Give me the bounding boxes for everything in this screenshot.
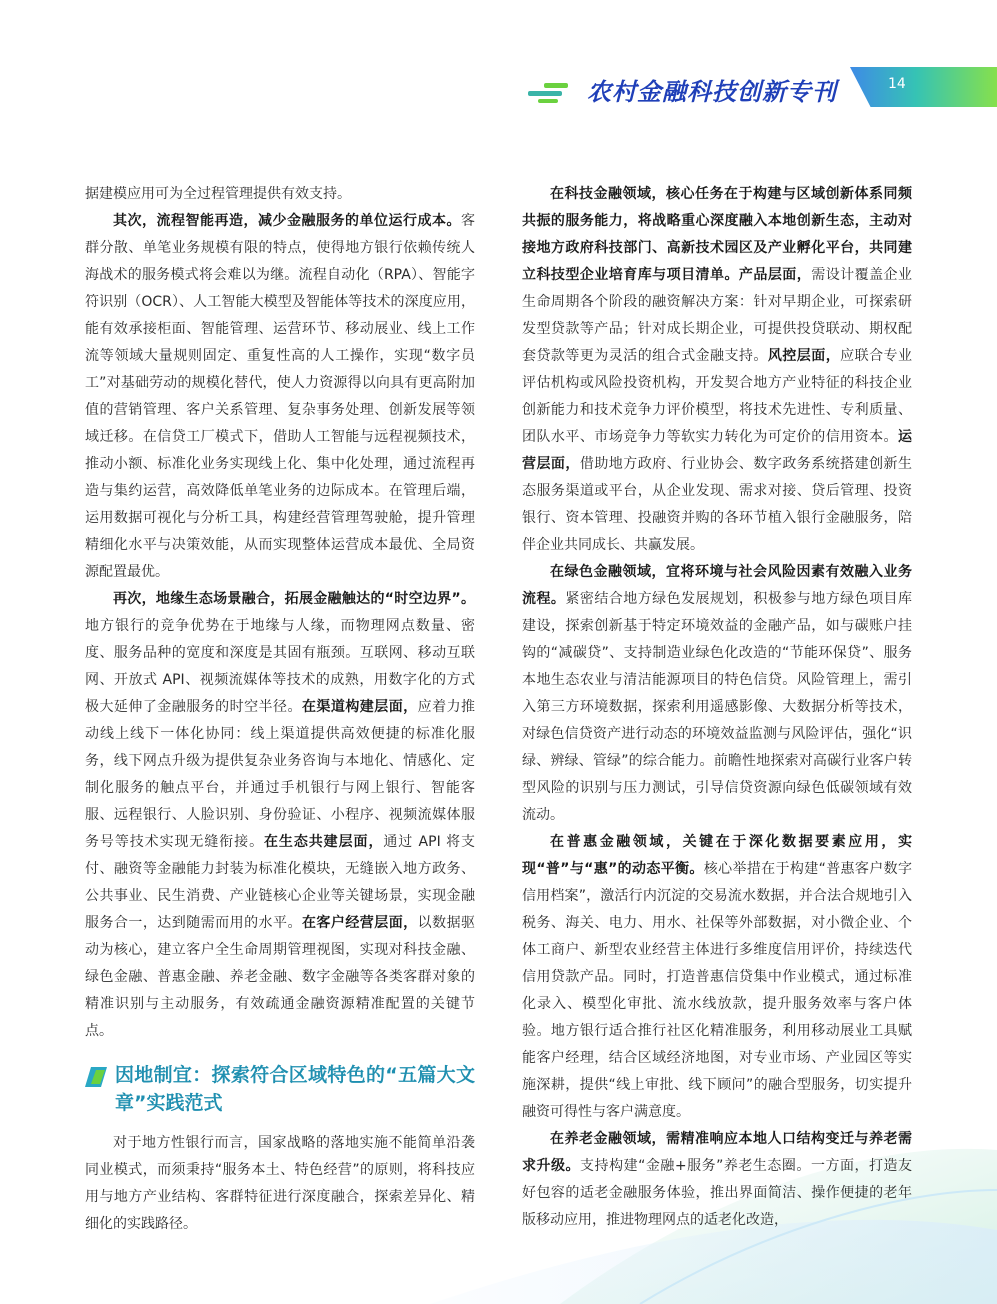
bold-lead: 再次，地缘生态场景融合，拓展金融触达的“时空边界”。 — [113, 591, 475, 607]
bold-lead: 在普惠金融领域，关键在于深化数据要素应用，实现“普”与“惠”的动态平衡。 — [522, 834, 912, 877]
paragraph: 在科技金融领域，核心任务在于构建与区域创新体系同频共振的服务能力，将战略重心深度融入本地创新生态，主动对接地方政府科技部门、高新技术园区及产业孵化平台，共同建立科技型企业培育库与项目清单。产品层面，需设计覆盖企业生命周期各个阶段的融资解决方案：针对早期企业，可探索研发型贷款等产品；针对成长期企业，可提供投贷联动、期权配套贷款等更为灵活的组合式金融支持。风控层面，应联合专业评估机构或风险投资机构，开发契合地方产业特征的科技企业创新能力和技术竞争力评价模型，将技术先进性、专利质量、团队水平、市场竞争力等软实力转化为可定价的信用资本。运营层面，借助地方政府、行业协会、数字政务系统搭建创新生态服务渠道或平台，从企业发现、需求对接、贷后管理、投资银行、资本管理、投融资并购的各环节植入银行金融服务，陪伴企业共同成长、共赢发展。 — [522, 186, 913, 553]
paragraph: 再次，地缘生态场景融合，拓展金融触达的“时空边界”。地方银行的竞争优势在于地缘与人缘，而物理网点数量、密度、服务品种的宽度和深度是其固有瓶颈。互联网、移动互联网、开放式 API、视频流媒体等技术的成熟，用数字化的方式极大延伸了金融服务的时空半径。在渠道构建层面，应着力推动线上线下一体化协同：线上渠道提供高效便捷的标准化服务，线下网点升级为提供复杂业务咨询与本地化、情感化、定制化服务的触点平台，并通过手机银行与网上银行、智能客服、远程银行、人脸识别、身份验证、小程序、视频流媒体服务号等技术实现无缝衔接。在生态共建层面，通过 API 将支付、融资等金融能力封装为标准化模块，无缝嵌入地方政务、公共事业、民生消费、产业链核心企业等关键场景，实现金融服务合一，达到随需而用的水平。在客户经营层面，以数据驱动为核心，建立客户全生命周期管理视图，实现对科技金融、绿色金融、普惠金融、养老金融、数字金融等各类客群对象的精准识别与主动服务，有效疏通金融资源精准配置的关键节点。 — [85, 591, 476, 1039]
paragraph: 其次，流程智能再造，减少金融服务的单位运行成本。客群分散、单笔业务规模有限的特点，使得地方银行依赖传统人海战术的服务模式将会难以为继。流程自动化（RPA）、智能字符识别（OCR）、人工智能大模型及智能体等技术的深度应用，能有效承接柜面、智能管理、运营环节、移动展业、线上工作流等领域大量规则固定、重复性高的人工操作，实现“数字员工”对基础劳动的规模化替代，使人力资源得以向具有更高附加值的营销管理、客户关系管理、复杂事务处理、创新发展等领域迁移。在信贷工厂模式下，借助人工智能与远程视频技术，推动小额、标准化业务实现线上化、集中化处理，通过流程再造与集约运营，高效降低单笔业务的边际成本。在管理后端，运用数据可视化与分析工具，构建经营管理驾驶舱，提升管理精细化水平与决策效能，从而实现整体运营成本最优、全局资源配置最优。 — [85, 213, 475, 580]
page-number-tab — [850, 67, 997, 107]
paragraph: 在养老金融领域，需精准响应本地人口结构变迁与养老需求升级。支持构建“金融+服务”养老生态圈。一方面，打造友好包容的适老金融服务体验，推出界面简洁、操作便捷的老年版移动应用，推进物理网点的适老化改造， — [522, 1131, 912, 1228]
page-number: 14 — [888, 76, 906, 92]
bold-lead: 在养老金融领域，需精准响应本地人口结构变迁与养老需求升级。 — [522, 1131, 912, 1174]
bold-lead: 在绿色金融领域，宜将环境与社会风险因素有效融入业务流程。 — [522, 564, 912, 607]
paragraph: 据建模应用可为全过程管理提供有效支持。 — [85, 186, 351, 202]
left-column — [85, 181, 475, 1238]
bold-lead: 其次，流程智能再造，减少金融服务的单位运行成本。 — [113, 213, 461, 229]
header-logo-mark-icon — [528, 80, 574, 104]
paragraph: 在普惠金融领域，关键在于深化数据要素应用，实现“普”与“惠”的动态平衡。核心举措在于构建“普惠客户数字信用档案”，激活行内沉淀的交易流水数据，并合法合规地引入税务、海关、电力、用水、社保等外部数据，对小微企业、个体工商户、新型农业经营主体进行多维度信用评价，持续迭代信用贷款产品。同时，打造普惠信贷集中作业模式，通过标准化录入、模型化审批、流水线放款，提升服务效率与客户体验。地方银行适合推行社区化精准服务，利用移动展业工具赋能客户经理，结合区域经济地图，对专业市场、产业园区等实施深耕，提供“线上审批、线下顾问”的融合型服务，切实提升融资可得性与客户满意度。 — [522, 834, 912, 1120]
section-heading — [85, 1061, 475, 1117]
publication-title: 农村金融科技创新专刊 — [587, 78, 837, 106]
bold-lead: 在科技金融领域，核心任务在于构建与区域创新体系同频共振的服务能力，将战略重心深度融入本地创新生态，主动对接地方政府科技部门、高新技术园区及产业孵化平台，共同建立科技型企业培育库与项目清单。产品层面， — [522, 186, 912, 283]
section-heading-text: 因地制宜：探索符合区域特色的“五篇大文章”实践范式 — [115, 1064, 475, 1114]
paragraph: 在绿色金融领域，宜将环境与社会风险因素有效融入业务流程。紧密结合地方绿色发展规划，积极参与地方绿色项目库建设，探索创新基于特定环境效益的金融产品，如与碳账户挂钩的“减碳贷”、支持制造业绿色化改造的“节能环保贷”、服务本地生态农业与清洁能源项目的特色信贷。风险管理上，需引入第三方环境数据，探索利用遥感影像、大数据分析等技术，对绿色信贷资产进行动态的环境效益监测与风险评估，强化“识绿、辨绿、管绿”的综合能力。前瞻性地探索对高碳行业客户转型风险的识别与压力测试，引导信贷资源向绿色低碳领域有效流动。 — [522, 564, 913, 823]
paragraph: 对于地方性银行而言，国家战略的落地实施不能简单沿袭同业模式，而须秉持“服务本土、特色经营”的原则，将科技应用与地方产业结构、客群特征进行深度融合，探索差异化、精细化的实践路径。 — [85, 1135, 475, 1232]
heading-marker-icon — [85, 1067, 107, 1087]
right-column — [522, 181, 912, 1234]
